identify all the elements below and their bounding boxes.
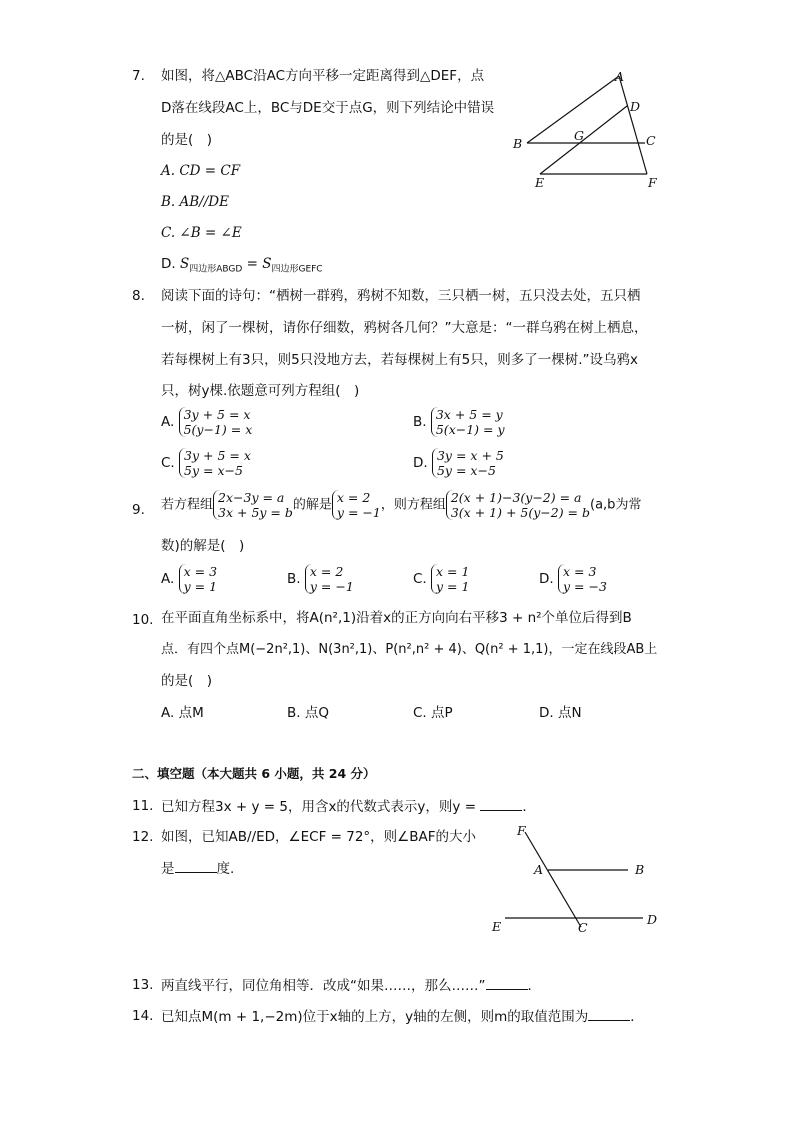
- q8-option-b: [413, 407, 505, 437]
- q10-number: 10.: [132, 612, 154, 628]
- q12-line1: 如图，已知AB//ED，∠ECF = 72°，则∠BAF的大小: [161, 829, 477, 845]
- q12-number: 12.: [132, 829, 154, 845]
- q7-fig-label-f: F: [648, 175, 657, 190]
- q10-option-d: D. 点N: [539, 705, 582, 721]
- q8-b-eq1: 3x + 5 = y: [435, 407, 503, 422]
- q9-d-eq1: x = 3: [562, 564, 597, 579]
- q9-sol-eq1: x = 2: [336, 490, 371, 505]
- q9-number: 9.: [132, 502, 145, 518]
- q9-sys1-eq2: 3x + 5y = b: [218, 505, 293, 520]
- q9-a-eq1: x = 3: [183, 564, 218, 579]
- q12-fig-label-f: F: [517, 823, 526, 838]
- q8-option-c: [161, 448, 251, 478]
- q9-text2: 的解是: [292, 497, 332, 513]
- q8-c-eq1: 3y + 5 = x: [184, 448, 251, 463]
- q9-option-c: [413, 564, 469, 594]
- q10-option-a: A. 点M: [161, 705, 204, 721]
- q8-a-eq2: 5(y−1) = x: [183, 422, 253, 437]
- q7-option-d-lhs-sub: 四边形ABGD: [189, 264, 243, 275]
- q8-option-d-label: D.: [413, 455, 428, 471]
- q12-fig-label-c: C: [578, 920, 588, 935]
- q8-b-eq2: 5(x−1) = y: [435, 422, 505, 437]
- q9-option-b-label: B.: [287, 571, 301, 587]
- q10-option-b: B. 点Q: [287, 705, 329, 721]
- q7-fig-label-g: G: [574, 128, 584, 143]
- q7-fig-label-e: E: [535, 175, 545, 190]
- q12-fig-label-d: D: [647, 912, 658, 927]
- q7-option-d-label: D.: [161, 256, 176, 272]
- q8-d-eq2: 5y = x−5: [436, 463, 496, 478]
- q8-option-b-label: B.: [413, 414, 427, 430]
- q12-parallel-lines-figure: [488, 822, 668, 940]
- q7-option-c: C. ∠B = ∠E: [161, 225, 242, 241]
- q8-d-eq1: 3y = x + 5: [436, 448, 504, 463]
- q9-option-a: [161, 564, 217, 594]
- q14-tail: ．: [630, 1009, 644, 1025]
- q7-fig-label-b: B: [513, 136, 523, 151]
- q8-a-eq1: 3y + 5 = x: [183, 407, 251, 422]
- q13-line: [161, 977, 541, 994]
- q9-text3: ，则方程组: [380, 497, 446, 513]
- q7-line1: 如图，将△ABC沿AC方向平移一定距离得到△DEF，点: [161, 68, 485, 84]
- q7-triangle-figure: [505, 62, 675, 194]
- q8-line2: 一树，闲了一棵树，请你仔细数，鸦树各几何？”大意是：“一群乌鸦在树上栖息，: [161, 320, 648, 336]
- q13-tail: ．: [527, 978, 541, 994]
- q10-line1: 在平面直角坐标系中，将A(n²,1)沿着x的正方向向右平移3 + n²个单位后得到B: [161, 610, 632, 626]
- q9-sol-eq2: y = −1: [336, 505, 381, 520]
- q13-answer-blank[interactable]: [486, 977, 528, 990]
- q9-b-eq1: x = 2: [309, 564, 344, 579]
- q9-line1: [161, 490, 641, 520]
- q12-line2-end: 度.: [216, 861, 235, 877]
- q11-answer-blank[interactable]: [480, 798, 522, 811]
- q9-option-c-label: C.: [413, 571, 427, 587]
- q9-sys2-eq1: 2(x + 1)−3(y−2) = a: [450, 490, 582, 505]
- q13-number: 13.: [132, 977, 154, 993]
- q7-fig-label-c: C: [646, 133, 656, 148]
- q8-option-a: [161, 407, 252, 437]
- q7-line3: 的是( ): [161, 132, 213, 148]
- q7-option-d: [161, 256, 323, 275]
- q9-line2: 数)的解是( ): [161, 538, 245, 554]
- q8-line3: 若每棵树上有3只，则5只没地方去，若每棵树上有5只，则多了一棵树.”设乌鸦x: [161, 352, 639, 368]
- q7-option-d-lhs: S: [179, 256, 190, 272]
- q11-text: 已知方程3x + y = 5，用含x的代数式表示y，则y =: [161, 799, 481, 815]
- q12-fig-label-a: A: [534, 862, 544, 877]
- q9-text1: 若方程组: [161, 497, 214, 513]
- q10-line2: 点．有四个点M(−2n²,1)、N(3n²,1)、P(n²,n² + 4)、Q(n² + 1,1)，一定在线段AB上: [161, 642, 658, 657]
- q9-a-eq2: y = 1: [183, 579, 218, 594]
- q7-option-d-rhs-sub: 四边形GEFC: [271, 264, 323, 275]
- q9-sys2-eq2: 3(x + 1) + 5(y−2) = b: [450, 505, 591, 520]
- q8-option-a-label: A.: [161, 414, 175, 430]
- q9-text4: (a,b为常: [590, 497, 642, 513]
- q12-line2: [161, 860, 234, 877]
- q7-option-b: B. AB//DE: [161, 194, 229, 210]
- q12-answer-blank[interactable]: [175, 860, 217, 873]
- q11-tail: ．: [522, 799, 536, 815]
- q7-option-a: A. CD = CF: [161, 163, 241, 179]
- q7-number: 7.: [132, 68, 145, 84]
- q10-line3: 的是( ): [161, 673, 213, 689]
- section-2-title: 二、填空题（本大题共 6 小题，共 24 分）: [132, 766, 376, 781]
- q8-option-d: [413, 448, 504, 478]
- q9-c-eq1: x = 1: [436, 564, 470, 579]
- q8-line1: 阅读下面的诗句：“栖树一群鸦，鸦树不知数，三只栖一树，五只没去处，五只栖: [161, 288, 641, 304]
- q10-option-c: C. 点P: [413, 705, 453, 721]
- q8-line4: 只，树y棵.依题意可列方程组( ): [161, 383, 360, 399]
- q9-option-b: [287, 564, 354, 594]
- q12-fig-label-b: B: [635, 862, 645, 877]
- q9-option-a-label: A.: [161, 571, 175, 587]
- q12-fig-label-e: E: [492, 919, 502, 934]
- q11-line: [161, 798, 536, 815]
- q8-option-c-label: C.: [161, 455, 175, 471]
- q7-option-d-eq: = S: [242, 256, 272, 272]
- q12-line2-start: 是: [161, 861, 175, 877]
- q9-b-eq2: y = −1: [309, 579, 354, 594]
- q9-c-eq2: y = 1: [436, 579, 470, 594]
- q7-fig-label-d: D: [630, 99, 641, 114]
- q14-number: 14.: [132, 1008, 154, 1024]
- q13-text: 两直线平行，同位角相等．改成“如果……，那么……”: [161, 978, 486, 994]
- q7-fig-label-a: A: [615, 69, 625, 84]
- q9-option-d: [539, 564, 607, 594]
- q8-c-eq2: 5y = x−5: [184, 463, 243, 478]
- q9-sys1-eq1: 2x−3y = a: [218, 490, 285, 505]
- q14-text: 已知点M(m + 1,−2m)位于x轴的上方，y轴的左侧，则m的取值范围为: [161, 1009, 589, 1025]
- q14-answer-blank[interactable]: [588, 1008, 630, 1021]
- q11-number: 11.: [132, 798, 154, 814]
- q7-line2: D落在线段AC上，BC与DE交于点G，则下列结论中错误: [161, 100, 495, 116]
- q9-d-eq2: y = −3: [562, 579, 607, 594]
- q8-number: 8.: [132, 288, 145, 304]
- q9-option-d-label: D.: [539, 571, 554, 587]
- q14-line: [161, 1008, 644, 1025]
